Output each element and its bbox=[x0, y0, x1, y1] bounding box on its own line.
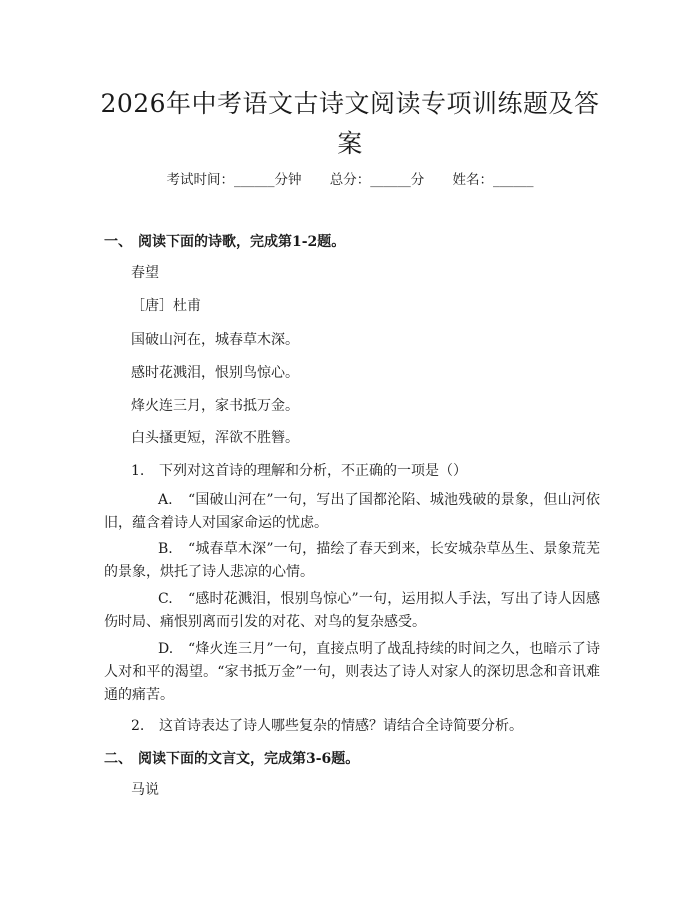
option-a-label: A. bbox=[158, 492, 173, 508]
section-1-heading bbox=[104, 231, 345, 251]
poem-author: ［唐］杜甫 bbox=[131, 298, 201, 314]
exam-score: 总分：______分 bbox=[329, 172, 425, 188]
section-2-number: 二、 bbox=[104, 751, 132, 767]
option-c-text: “感时花溅泪，恨别鸟惊心”一句，运用拟人手法，写出了诗人因感伤时局、痛恨别离而引发的对花、对鸟的复杂感受。 bbox=[104, 591, 600, 630]
option-c bbox=[104, 588, 600, 634]
option-b-text: “城春草木深”一句，描绘了春天到来，长安城杂草丛生、景象荒芜的景象，烘托了诗人悲凉的心情。 bbox=[104, 541, 600, 580]
option-b bbox=[104, 538, 600, 584]
option-d-text: “烽火连三月”一句，直接点明了战乱持续的时间之久，也暗示了诗人对和平的渴望。“家书抵万金”一句，则表达了诗人对家人的深切思念和音讯难通的痛苦。 bbox=[104, 641, 600, 703]
option-b-label: B. bbox=[158, 541, 173, 557]
poem-line-3: 烽火连三月，家书抵万金。 bbox=[131, 398, 299, 414]
section-1-text: 阅读下面的诗歌，完成第1-2题。 bbox=[138, 234, 346, 250]
question-2-number: 2. bbox=[131, 718, 145, 734]
exam-info bbox=[0, 168, 700, 188]
question-2 bbox=[131, 715, 523, 735]
section-1-number: 一、 bbox=[104, 234, 132, 250]
exam-name: 姓名：______ bbox=[452, 172, 534, 188]
option-a bbox=[104, 489, 600, 535]
poem-line-4: 白头搔更短，浑欲不胜簪。 bbox=[131, 430, 299, 446]
question-2-text: 这首诗表达了诗人哪些复杂的情感？请结合全诗简要分析。 bbox=[159, 718, 523, 734]
question-1 bbox=[131, 460, 467, 480]
option-d-label: D. bbox=[158, 641, 174, 657]
poem-title: 春望 bbox=[131, 265, 159, 281]
question-1-text: 下列对这首诗的理解和分析，不正确的一项是（） bbox=[159, 463, 467, 479]
question-1-number: 1. bbox=[131, 463, 145, 479]
poem-line-1: 国破山河在，城春草木深。 bbox=[131, 332, 299, 348]
section-2-heading bbox=[104, 748, 359, 768]
option-c-label: C. bbox=[158, 591, 173, 607]
exam-time: 考试时间：______分钟 bbox=[166, 172, 302, 188]
page-title: 2026年中考语文古诗文阅读专项训练题及答案 bbox=[100, 89, 600, 158]
option-d bbox=[104, 638, 600, 707]
section-2-text: 阅读下面的文言文，完成第3-6题。 bbox=[138, 751, 360, 767]
option-a-text: “国破山河在”一句，写出了国都沦陷、城池残破的景象，但山河依旧，蕴含着诗人对国家命运的忧虑。 bbox=[104, 492, 600, 531]
poem-line-2: 感时花溅泪，恨别鸟惊心。 bbox=[131, 365, 299, 381]
essay-title: 马说 bbox=[131, 782, 159, 798]
